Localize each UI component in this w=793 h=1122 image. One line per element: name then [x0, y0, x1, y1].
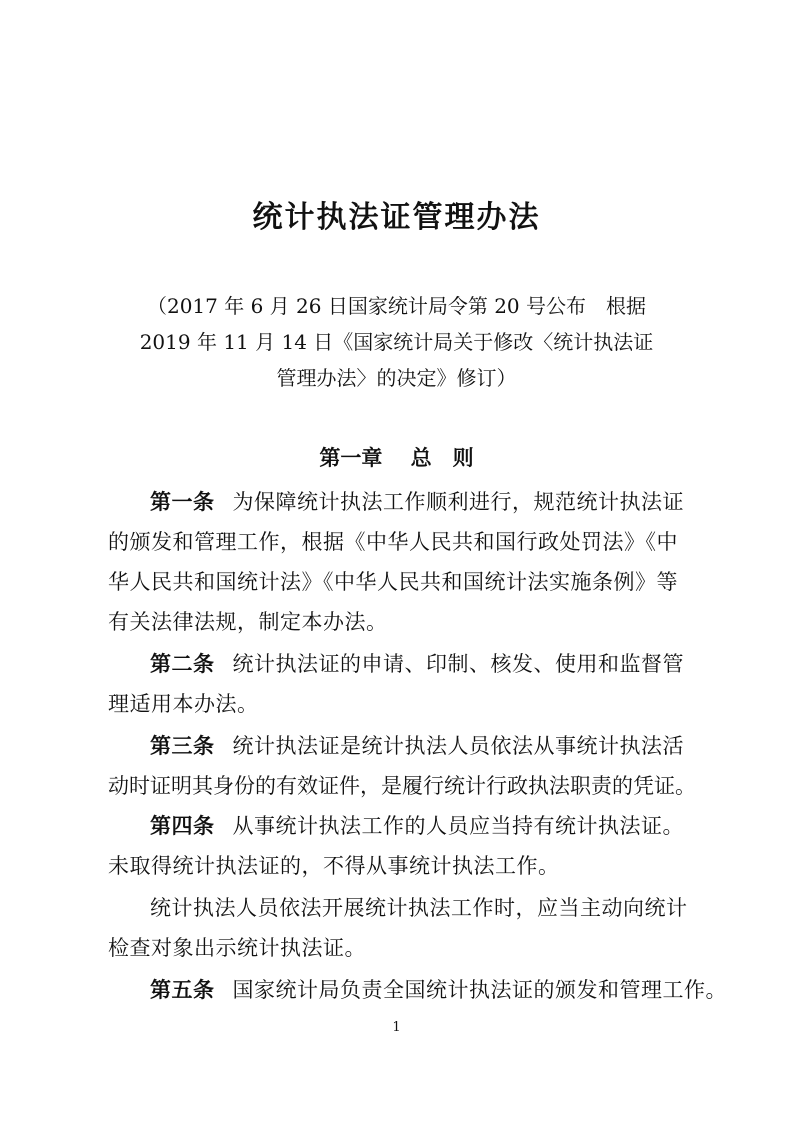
article-4-para2-line-1: 统计执法人员依法开展统计执法工作时，应当主动向统计	[150, 896, 688, 920]
article-1-line-1	[150, 486, 690, 516]
article-2-line-2: 理适用本办法。	[108, 692, 259, 716]
article-2-text-1: 统计执法证的申请、印制、核发、使用和监督管	[232, 652, 684, 676]
article-5-line-1	[150, 974, 727, 1004]
article-4-line-1	[150, 810, 690, 840]
chapter-label: 第一章	[319, 445, 383, 470]
page-number: 1	[392, 1020, 401, 1035]
article-1-text-1: 为保障统计执法工作顺利进行，规范统计执法证	[232, 490, 684, 514]
chapter-name: 总 则	[410, 445, 474, 470]
subtitle-line-3: 管理办法〉的决定》修订）	[276, 366, 517, 390]
article-3-line-2: 动时证明其身份的有效证件，是履行统计行政执法职责的凭证。	[108, 774, 696, 798]
document-title: 统计执法证管理办法	[252, 200, 541, 235]
article-2-label: 第二条	[150, 651, 215, 676]
article-5-text-1: 国家统计局负责全国统计执法证的颁发和管理工作。	[232, 978, 727, 1002]
article-3-label: 第三条	[150, 733, 215, 758]
subtitle-line-2: 2019 年 11 月 14 日《国家统计局关于修改〈统计执法证	[139, 330, 654, 354]
article-1-line-4: 有关法律法规，制定本办法。	[108, 610, 388, 634]
article-5-label: 第五条	[150, 977, 215, 1002]
article-3-line-1	[150, 730, 690, 760]
article-4-para2-line-2: 检查对象出示统计执法证。	[108, 936, 366, 960]
article-4-text-1: 从事统计执法工作的人员应当持有统计执法证。	[232, 814, 684, 838]
article-2-line-1	[150, 648, 690, 678]
article-3-text-1: 统计执法证是统计执法人员依法从事统计执法活	[232, 734, 684, 758]
article-1-label: 第一条	[150, 489, 215, 514]
article-1-line-3: 华人民共和国统计法》《中华人民共和国统计法实施条例》等	[108, 570, 678, 594]
article-4-line-2: 未取得统计执法证的，不得从事统计执法工作。	[108, 854, 560, 878]
chapter-heading	[0, 442, 793, 472]
article-4-label: 第四条	[150, 813, 215, 838]
article-1-line-2: 的颁发和管理工作，根据《中华人民共和国行政处罚法》《中	[108, 530, 678, 554]
subtitle-line-1: （2017 年 6 月 26 日国家统计局令第 20 号公布 根据	[146, 294, 647, 318]
